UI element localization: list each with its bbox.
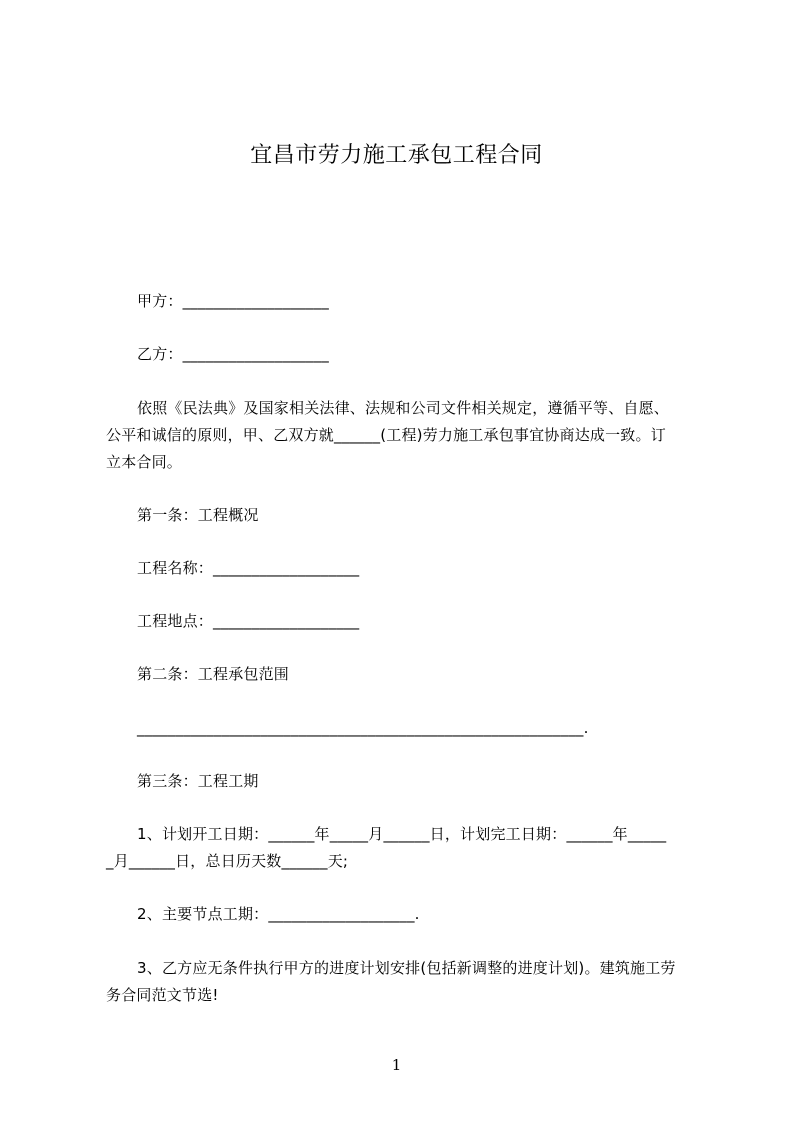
scope-blank-line: __________________________________________________________. (137, 719, 589, 737)
page-title: 宜昌市劳力施工承包工程合同 (250, 143, 543, 168)
schedule-line: _月______日，总日历天数______天; (106, 852, 349, 870)
intro-line: 依照《民法典》及国家相关法律、法规和公司文件相关规定，遵循平等、自愿、 (137, 399, 670, 417)
project-location-field: 工程地点：___________________ (137, 612, 360, 630)
project-name-field: 工程名称：___________________ (137, 559, 360, 577)
article-2-heading: 第二条：工程承包范围 (137, 665, 290, 683)
schedule-item-2: 2、主要节点工期：___________________. (137, 905, 420, 923)
intro-line: 公平和诚信的原则，甲、乙双方就______(工程)劳力施工承包事宜协商达成一致。订 (106, 426, 666, 444)
party-a-field: 甲方：___________________ (137, 292, 329, 310)
article-1-heading: 第一条：工程概况 (137, 506, 259, 524)
schedule-line: 3、乙方应无条件执行甲方的进度计划安排(包括新调整的进度计划)。建筑施工劳 (137, 959, 676, 977)
intro-line: 立本合同。 (106, 453, 183, 471)
page-number: 1 (391, 1056, 402, 1074)
schedule-line: 1、计划开工日期：______年_____月______日，计划完工日期：______年_____ (137, 825, 667, 843)
article-3-heading: 第三条：工程工期 (137, 772, 259, 790)
party-b-field: 乙方：___________________ (137, 345, 329, 363)
schedule-line: 务合同范文节选! (106, 986, 219, 1004)
